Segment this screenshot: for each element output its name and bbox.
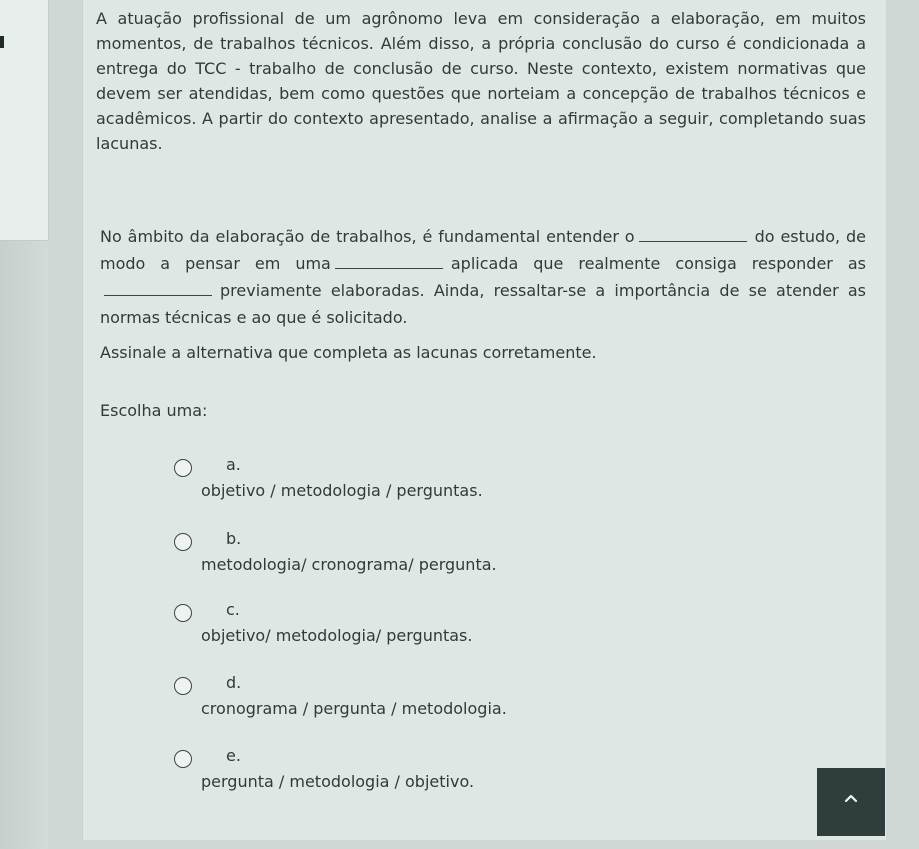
blank-2 [335,256,443,269]
statement-part-3: aplicada que realmente consiga responder as [450,254,866,273]
statement-part-2: do estudo, de modo a pensar em uma [100,227,866,273]
option-b[interactable] [170,529,810,589]
option-text[interactable]: pergunta / metodologia / objetivo. [201,772,475,791]
side-panel-edge [0,0,49,241]
blank-1 [639,229,747,242]
option-letter: a. [226,455,241,474]
radio-a[interactable] [174,459,192,477]
option-text[interactable]: metodologia/ cronograma/ pergunta. [201,555,497,574]
statement-part-4: previamente elaboradas. Ainda, ressaltar-se a importância de se atender as normas técnicas e ao que é solicitado. [100,281,866,327]
option-a[interactable] [170,455,810,515]
option-letter: d. [226,673,242,692]
statement-part-1: No âmbito da elaboração de trabalhos, é fundamental entender o [100,227,635,246]
radio-d[interactable] [174,677,192,695]
choose-label: Escolha uma: [100,401,208,420]
instruction-text: Assinale a alternativa que completa as lacunas corretamente. [100,343,597,362]
blank-3 [104,283,212,296]
scroll-to-top-button[interactable] [817,768,885,836]
option-e[interactable] [170,746,810,806]
fill-in-statement [100,223,866,331]
option-text[interactable]: objetivo/ metodologia/ perguntas. [201,626,473,645]
option-text[interactable]: objetivo / metodologia / perguntas. [201,481,483,500]
option-letter: c. [226,600,240,619]
option-d[interactable] [170,673,810,733]
radio-c[interactable] [174,604,192,622]
option-letter: e. [226,746,241,765]
option-text[interactable]: cronograma / pergunta / metodologia. [201,699,507,718]
option-letter: b. [226,529,242,548]
side-marker [0,36,4,48]
radio-e[interactable] [174,750,192,768]
radio-b[interactable] [174,533,192,551]
chevron-up-icon [843,792,859,804]
option-c[interactable] [170,600,810,660]
question-paragraph: A atuação profissional de um agrônomo leva em consideração a elaboração, em muitos momentos, de trabalhos técnicos. Além disso, a própria conclusão do curso é condicionada a entrega do TCC - trabalho de conclusão de curso. Neste contexto, existem normativas que devem ser atendidas, bem como questões que norteiam a concepção de trabalhos técnicos e acadêmicos. A partir do contexto apresentado, analise a afirmação a seguir, completando suas lacunas. [96,9,866,153]
